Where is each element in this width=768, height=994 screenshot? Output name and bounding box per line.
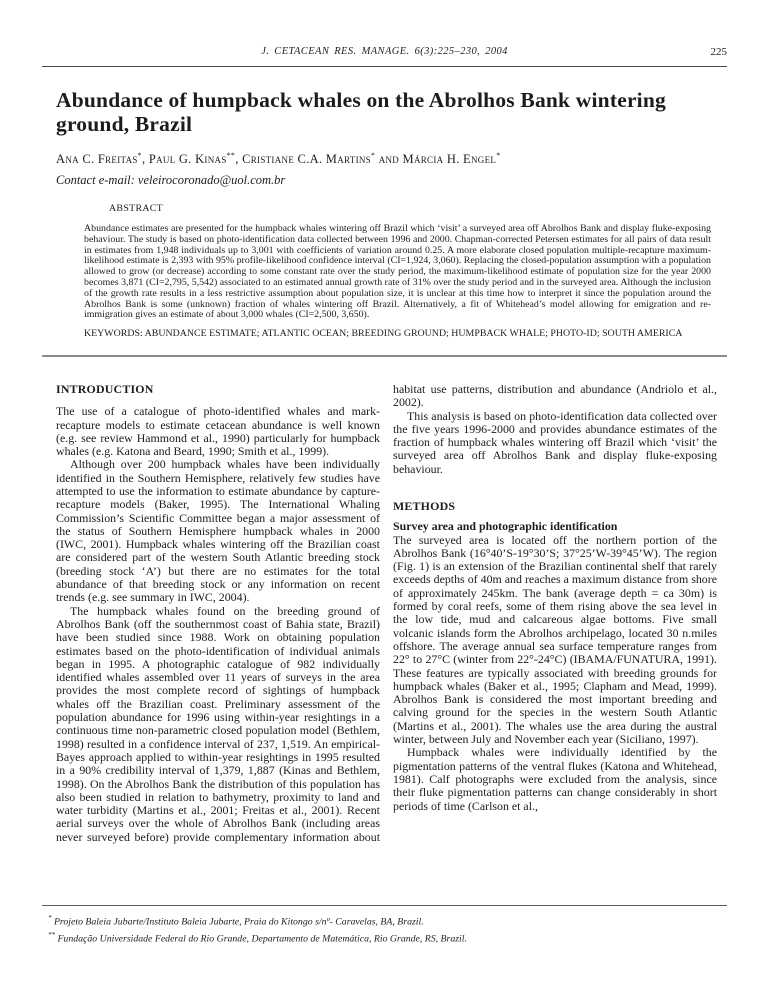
author-affiliation-mark: * xyxy=(370,151,376,160)
paper-title: Abundance of humpback whales on the Abrolhos Bank wintering ground, Brazil xyxy=(56,88,666,136)
author-separator: and xyxy=(375,152,403,167)
abstract-section xyxy=(84,204,711,340)
journal-citation: J. CETACEAN RES. MANAGE. 6(3):225–230, 2004 xyxy=(261,46,508,57)
author-name: Cristiane C.A. Martins xyxy=(242,152,371,167)
intro-paragraph: The humpback whales found on the breeding ground of Abrolhos Bank (off the southernmost coast of Bahia state, Brazil) have been studied since 1988. Work on obtaining population estimates based on the photo-identification of individual animals began in 1995. A photographic catalogue of 982 individually identified whales assembled over 11 years of surveys in the area provides the most complete record of sightings of humpback whales off the Brazilian coast. Preliminary assessment of the population abundance for 1996 using within-year resightings in a continuous time non-parametric closed population model (Bethlem, 1998) resulted in a confidence interval of 237, 1,519. An empirical-Bayes approach applied to within-year resightings in 1995 resulted in a 90% credibility interval of 1,379, 1,887 (Kinas and Bethlem, 1998). On the Abrolhos Bank the distribution of this population has also been studied in relation to bathymetry, proximity to land and water turbidity (Martins et al., 2001; Freitas et al., 2001). Recent aerial surveys over the whole of Abrolhos Bank (including areas never surveyed before) provide complementary information about habitat use patterns, distribution and abundance (Andriolo et al., 2002). xyxy=(56,382,717,844)
footnote-text: Fundação Universidade Federal do Rio Grande, Departamento de Matemática, Rio Grande, RS, Brazil. xyxy=(55,933,467,945)
intro-heading: INTRODUCTION xyxy=(56,382,154,396)
footnote-mark: * xyxy=(48,914,52,922)
abstract-text: Abundance estimates are presented for the humpback whales wintering off Brazil which ‘visit’ a surveyed area off Abrolhos Bank and display fluke-exposing behaviour. The study is based on photo-identification data collected between 1996 and 2000. Chapman-corrected Petersen estimates for all pairs of data result in estimates from 1,948 individuals up to 3,001 with coefficients of variation around 0.25. A more elaborate closed population multiple-recapture maximum-likelihood estimate is 2,393 with 95% profile-likelihood confidence interval (CI=1,924, 3,060). Replacing the closed-population assumption with a population allowed to grow (or decrease) according to some constant rate over the study period, the maximum-likelihood estimate of population size for the year 2000 becomes 3,871 (CI=2,795, 5,542) associated to an estimated annual growth rate of 31% over the study period and in the surveyed area. Although the inclusion of the growth rate results in a less restrictive assumption about population size, it is unclear at this time how to interpret it since the population around the Abrolhos Bank is some (unknown) fraction of whales wintering off Brazil. Alternatively, a fit of Whitehead’s model allowing for emigration and re-immigration gives an estimate of about 3,000 whales (CI=2,500, 3,650). xyxy=(84,222,711,321)
author-name: Paul G. Kinas xyxy=(148,152,227,167)
methods-subheading: Survey area and photographic identification xyxy=(393,519,618,534)
intro-paragraph: Although over 200 humpback whales have been individually identified in the Southern Hemisphere, relatively few studies have attempted to use the information to estimate abundance by capture-recapture models (Baker, 1995). The International Whaling Commission’s Scientific Committee began a major assessment of the status of Southern Hemisphere humpback whales in 2000 (IWC, 2001). Humpback whales wintering off the Brazilian coast are considered part of the western South Atlantic breeding stock (breeding stock ‘A’) but there are no estimates for the total abundance of that breeding stock or any information on recent trends (e.g. see summary in IWC, 2004). xyxy=(56,457,380,605)
methods-heading: METHODS xyxy=(393,499,456,513)
footnote xyxy=(48,912,727,929)
footnotes-block xyxy=(42,905,727,946)
author-name: Ana C. Freitas xyxy=(56,152,138,167)
contact-email-line: Contact e-mail: veleirocoronado@uol.com.br xyxy=(56,173,286,188)
author-affiliation-mark: * xyxy=(137,151,142,160)
footnote-text: Projeto Baleia Jubarte/Instituto Baleia Jubarte, Praia do Kitongo s/nº- Caravelas, BA, Brazil. xyxy=(51,916,424,928)
footnote-mark: ** xyxy=(48,930,55,939)
page-number: 225 xyxy=(710,46,727,58)
methods-paragraph: The surveyed area is located off the northern portion of the Abrolhos Bank (16°40’S-19°30’S; 37°25’W-39°45’W). The region (Fig. 1) is an extension of the Brazilian continental shelf that rarely exceeds depths of 40m and reaches a maximum distance from shore of approximately 245km. The bank (average depth = ca 30m) is formed by coral reefs, some of them rising above the sea level in the low tide, mud and calcareous algae bottoms. Five small volcanic islands form the Abrolhos archipelago, located 30 n.miles offshore. The average annual sea surface temperature ranges from 22° to 27°C (winter from 22°-24°C) (IBAMA/FUNATURA, 1991). These features are typically associated with breeding grounds for humpback whales (Baker et al., 1995; Clapham and Mead, 1999). Abrolhos Bank is considered the most important breeding and calving ground for the species in the western South Atlantic (Martins et al., 2001). The whales use the area during the austral winter, between July and November each year (Siciliano, 1997). xyxy=(393,532,717,747)
authors-line xyxy=(56,151,727,167)
keywords-line: KEYWORDS: ABUNDANCE ESTIMATE; ATLANTIC OCEAN; BREEDING GROUND; HUMPBACK WHALE; PHOTO-ID; SOUTH AMERICA xyxy=(84,328,683,340)
author-separator: , xyxy=(141,152,149,167)
author-name: Márcia H. Engel xyxy=(402,152,497,167)
author-affiliation-mark: ** xyxy=(226,151,236,160)
footnote-rule xyxy=(42,905,727,906)
running-head xyxy=(42,46,727,57)
author-affiliation-mark: * xyxy=(496,151,501,160)
methods-paragraph: Humpback whales were individually identified by the pigmentation patterns of the ventral flukes (Katona and Whitehead, 1981). Calf photographs were excluded from the analysis, since their fluke pigmentation patterns can change considerably in short periods of time (Carlson et al., xyxy=(393,745,717,813)
intro-paragraph: This analysis is based on photo-identification data collected over the five years 1996-2000 and provides abundance estimates of the fraction of humpback whales wintering off Brazil which ‘visit’ the surveyed area off Abrolhos Bank and display fluke-exposing behaviour. xyxy=(393,408,717,476)
author-separator: , xyxy=(235,152,243,167)
footnote xyxy=(48,929,727,946)
abstract-heading: ABSTRACT xyxy=(109,203,163,215)
article-body-columns xyxy=(56,383,717,867)
section-divider-rule xyxy=(42,355,727,357)
intro-paragraph: The use of a catalogue of photo-identified whales and mark-recapture models to estimate cetacean abundance is well known (e.g. see review Hammond et al., 1990) particularly for humpback whales (e.g. Katona and Beard, 1990; Smith et al., 1999). xyxy=(56,404,380,459)
header-rule xyxy=(42,66,727,67)
